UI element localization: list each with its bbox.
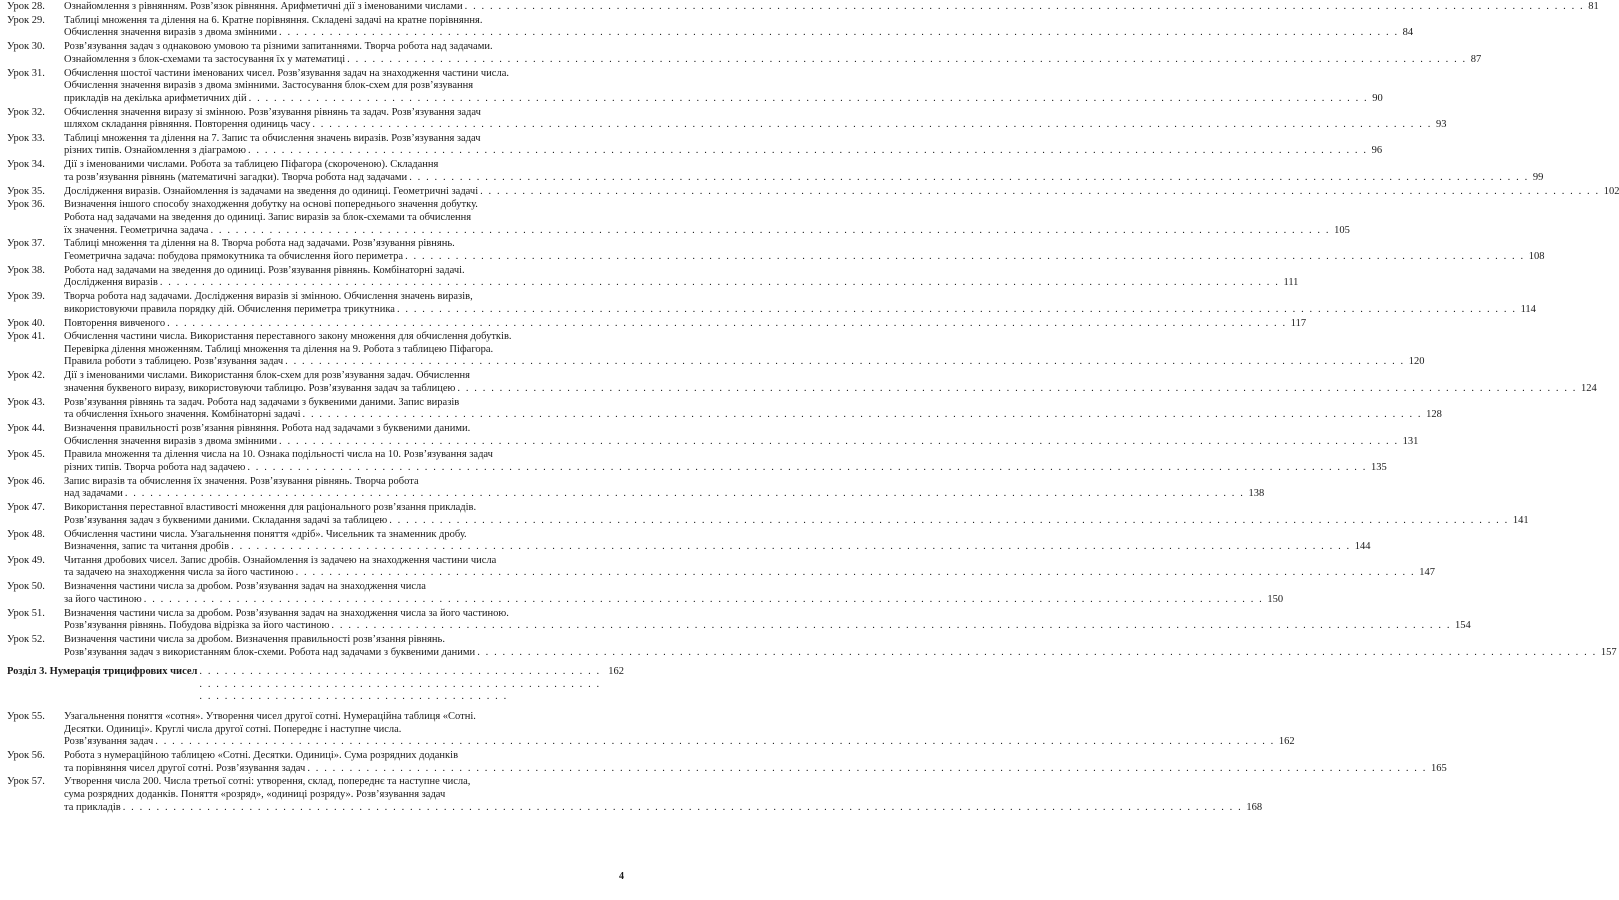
description-line: Розв’язування задач з використанням блок-схеми. Робота над задачами з буквеними даними: [64, 646, 476, 658]
lesson-description: [64, 291, 1536, 316]
lesson-description: [64, 331, 1425, 369]
page-ref: 96: [1371, 145, 1383, 157]
description-line: прикладів на декілька арифметичних дій: [64, 92, 247, 104]
dot-leader: [463, 1, 1587, 14]
toc-entry[interactable]: [7, 554, 1435, 580]
lesson-description: [64, 238, 1545, 263]
lesson-label: Урок 28.: [7, 1, 45, 12]
toc-entry[interactable]: [7, 199, 1350, 237]
page-ref: 117: [1290, 317, 1307, 329]
lesson-description: [64, 1, 1599, 14]
description-line: Розв’язування задач з однаковою умовою та різними запитаннями. Творча робота над задачами.: [64, 41, 493, 53]
description-last-line: [64, 541, 1371, 554]
lesson-label: Урок 35.: [7, 185, 45, 197]
description-line: Робота над задачами на зведення до одиниці. Запис виразів за блок-схемами та обчислення: [64, 212, 472, 223]
toc-entry[interactable]: [7, 710, 1295, 749]
dot-leader: [310, 119, 1434, 132]
lesson-label: Урок 39.: [7, 291, 45, 303]
page-ref: 147: [1419, 567, 1435, 579]
dot-leader: [277, 436, 1401, 449]
description-line: Утворення числа 200. Числа третьої сотні: утворення, склад, попереднє та наступне числа,: [64, 776, 471, 788]
page-ref: 141: [1512, 514, 1529, 526]
dot-leader: [153, 736, 1277, 749]
toc-entry[interactable]: [7, 423, 1419, 448]
description-last-line: [64, 53, 1482, 67]
description-last-line: [64, 303, 1536, 317]
lesson-description: [64, 528, 1371, 554]
dot-leader: [229, 541, 1353, 554]
lesson-label: Урок 31.: [7, 67, 45, 79]
page-ref: 114: [1520, 303, 1536, 315]
toc-entry[interactable]: [7, 396, 1442, 422]
description-last-line: [64, 1, 1599, 14]
dot-leader: [277, 27, 1401, 40]
description-line: Обчислення частини числа. Використання переставного закону множення для обчислення добутків.: [64, 331, 512, 343]
page-ref: 162: [1278, 736, 1295, 748]
toc-entry[interactable]: [7, 581, 1284, 606]
description-last-line: [64, 119, 1447, 132]
page-ref: 124: [1581, 382, 1597, 394]
lesson-label: Урок 56.: [7, 749, 45, 761]
page-ref: 157: [1600, 646, 1617, 658]
page-ref: 99: [1532, 171, 1544, 183]
dot-leader: [158, 277, 1282, 290]
description-line: Обчислення частини числа. Узагальнення поняття «дріб». Чисельник та знаменник дробу.: [64, 528, 467, 540]
lesson-description: [64, 502, 1529, 527]
toc-entry[interactable]: [7, 449, 1387, 474]
lesson-description: [64, 185, 1619, 199]
page-ref: 87: [1470, 53, 1482, 65]
lesson-label: Урок 33.: [7, 132, 45, 144]
lesson-description: [64, 264, 1299, 290]
description-line: Робота над задачами на зведення до одиниці. Розв’язування рівнянь. Комбінаторні задачі.: [64, 264, 465, 276]
lesson-label: Урок 41.: [7, 331, 45, 343]
description-last-line: [64, 356, 1425, 369]
page-ref: 138: [1248, 488, 1265, 500]
description-line: над задачами: [64, 488, 123, 500]
lesson-description: [64, 423, 1419, 448]
description-line: Визначення, запис та читання дробів: [64, 541, 230, 553]
description-last-line: [64, 92, 1383, 106]
page-ref: 131: [1402, 435, 1419, 447]
dot-leader: [123, 488, 1247, 501]
description-line: Робота з нумераційною таблицею «Сотні. Десятки. Одиниці». Сума розрядних доданків: [64, 749, 459, 761]
page-ref: 150: [1267, 593, 1284, 605]
lesson-label: Урок 43.: [7, 396, 45, 408]
description-line: Обчислення значення виразу зі змінною. Розв’язування рівнянь та задач. Розв’язування задач: [64, 106, 481, 118]
lesson-description: [64, 554, 1435, 580]
description-last-line: [64, 185, 1619, 199]
page-ref: 135: [1370, 461, 1387, 473]
toc-entry[interactable]: [7, 331, 1425, 369]
description-last-line: [64, 435, 1419, 449]
description-line: та прикладів: [64, 801, 121, 813]
toc-entry[interactable]: [7, 634, 1617, 659]
dot-leader: [387, 515, 1511, 528]
dot-leader: [407, 172, 1531, 185]
description-line: Визначення частини числа за дробом. Визначення правильності розв’язання рівнянь.: [64, 634, 445, 645]
lesson-label: Урок 45.: [7, 449, 45, 461]
description-line: Розв’язування задач: [64, 736, 154, 748]
lesson-label: Урок 36.: [7, 199, 45, 211]
dot-leader: [403, 251, 1527, 264]
lesson-description: [64, 41, 1482, 66]
description-line: Правила роботи з таблицею. Розв’язування задач: [64, 356, 284, 368]
dot-leader: [197, 666, 606, 704]
toc-entry[interactable]: [7, 502, 1529, 527]
description-last-line: [64, 736, 1295, 749]
toc-list-section-2: [7, 1, 1619, 659]
lesson-description: [64, 159, 1544, 184]
lesson-label: Урок 40.: [7, 317, 45, 329]
description-line: Узагальнення поняття «сотня». Утворення чисел другої сотні. Нумераційна таблиця «Сотні.: [64, 710, 476, 722]
toc-entry[interactable]: [7, 106, 1447, 132]
lesson-label: Урок 30.: [7, 41, 45, 53]
page-ref: 108: [1528, 250, 1545, 262]
description-line: їх значення. Геометрична задача: [64, 224, 209, 236]
toc-entry[interactable]: [7, 1, 1599, 14]
description-line: Визначення частини числа за дробом. Розв’язування задач на знаходження числа за його частиною.: [64, 607, 509, 619]
toc-entry[interactable]: [7, 291, 1536, 316]
lesson-label: Урок 34.: [7, 159, 45, 171]
lesson-label: Урок 50.: [7, 581, 45, 593]
page-ref: 144: [1354, 541, 1371, 553]
lesson-description: [64, 776, 1263, 814]
description-line: Визначення іншого способу знаходження добутку на основі попереднього значення добутку.: [64, 199, 478, 211]
toc-entry[interactable]: [7, 749, 1447, 775]
description-line: за його частиною: [64, 593, 142, 605]
description-line: Дії з іменованими числами. Робота за таблицею Піфагора (скороченою). Складання: [64, 159, 439, 171]
description-line: та порівняння чисел другої сотні. Розв’язування задач: [64, 762, 306, 774]
page-ref: 168: [1246, 801, 1263, 813]
page-ref: 128: [1426, 409, 1442, 421]
lesson-label: Урок 38.: [7, 264, 45, 276]
description-line: Визначення правильності розв’язання рівняння. Робота над задачами з буквеними даними.: [64, 423, 471, 434]
page-ref: 105: [1334, 224, 1350, 236]
description-line: різних типів. Творча робота над задачею: [64, 461, 246, 473]
page-number: 4: [619, 871, 624, 882]
page-ref: 81: [1588, 1, 1599, 12]
toc-entry[interactable]: [7, 132, 1383, 158]
toc-entry[interactable]: [7, 41, 1482, 66]
toc-section-heading[interactable]: [7, 666, 624, 704]
description-last-line: [64, 27, 1414, 40]
description-line: Ознайомлення з блок-схемами та застосування їх у математиці: [64, 53, 346, 65]
lesson-label: Урок 49.: [7, 554, 45, 566]
lesson-label: Урок 29.: [7, 14, 45, 26]
lesson-label: Урок 52.: [7, 634, 45, 645]
page-ref: 84: [1402, 27, 1414, 39]
description-line: Читання дробових чисел. Запис дробів. Ознайомлення із задачею на знаходження частини числа: [64, 554, 497, 566]
description-last-line: [64, 145, 1383, 158]
toc-entry[interactable]: [7, 528, 1371, 554]
dot-leader: [165, 318, 1289, 331]
lesson-description: [64, 14, 1414, 40]
dot-leader: [301, 409, 1425, 422]
description-line: Обчислення шостої частини іменованих чисел. Розв’язування задач на знаходження частини числа.: [64, 67, 509, 79]
description-line: Обчислення значення виразів з двома змінними: [64, 435, 278, 447]
toc-entry[interactable]: [7, 475, 1265, 501]
description-line: та розв’язування рівнянь (математичні загадки). Творча робота над задачами: [64, 171, 408, 183]
toc-entry[interactable]: [7, 607, 1471, 633]
dot-leader: [478, 186, 1602, 199]
toc-entry[interactable]: [7, 185, 1619, 199]
description-line: Розв’язування рівнянь та задач. Робота над задачами з буквеними даними. Запис виразів: [64, 396, 460, 408]
lesson-label: Урок 32.: [7, 106, 45, 118]
lesson-description: [64, 317, 1307, 331]
lesson-label: Урок 48.: [7, 528, 45, 540]
toc-entry[interactable]: [7, 67, 1383, 106]
description-line: значення буквеного виразу, використовуючи таблицю. Розв’язування задач за таблицею: [64, 382, 456, 394]
description-line: використовуючи правила порядку дій. Обчислення периметра трикутника: [64, 303, 395, 315]
lesson-label: Урок 47.: [7, 502, 45, 514]
description-line: Розв’язування рівнянь. Побудова відрізка за його частиною: [64, 620, 330, 632]
description-line: Дослідження виразів. Ознайомлення із задачами на зведення до одиниці. Геометричні задачі: [64, 185, 479, 197]
page-ref: 154: [1455, 620, 1471, 632]
lesson-description: [64, 581, 1284, 606]
description-line: Дії з іменованими числами. Використання блок-схем для розв’язування задач. Обчислення: [64, 370, 471, 382]
dot-leader: [455, 383, 1579, 396]
description-line: Перевірка ділення множенням. Таблиці множення та ділення на 9. Робота з таблицею Піфагора.: [64, 343, 494, 355]
description-last-line: [64, 762, 1447, 776]
description-line: Геометрична задача: побудова прямокутника та обчислення його периметра: [64, 250, 404, 262]
toc-entry[interactable]: [7, 776, 1263, 814]
lesson-description: [64, 710, 1295, 749]
description-line: Десятки. Одиниці». Круглі числа другої сотні. Попереднє і наступне числа.: [64, 723, 402, 735]
page-ref: 102: [1603, 185, 1619, 197]
description-line: Обчислення значення виразів з двома змінними. Застосування блок-схем для розв’язування: [64, 80, 474, 92]
description-line: та обчислення їхнього значення. Комбінаторні задачі: [64, 409, 301, 421]
description-last-line: [64, 514, 1529, 528]
dot-leader: [305, 763, 1429, 776]
lesson-label: Урок 44.: [7, 423, 45, 434]
lesson-label: Урок 46.: [7, 475, 45, 487]
toc-entry[interactable]: [7, 238, 1545, 263]
description-last-line: [64, 801, 1263, 815]
dot-leader: [475, 647, 1599, 660]
toc-entry[interactable]: [7, 264, 1299, 290]
lesson-description: [64, 67, 1383, 106]
toc-entry[interactable]: [7, 159, 1544, 184]
description-line: Таблиці множення та ділення на 6. Кратне порівняння. Складені задачі на кратне порівняння.: [64, 14, 483, 26]
description-line: різних типів. Ознайомлення з діаграмою: [64, 145, 246, 157]
lesson-description: [64, 475, 1265, 501]
lesson-description: [64, 396, 1442, 422]
description-last-line: [64, 461, 1387, 475]
description-last-line: [64, 409, 1442, 422]
lesson-label: Урок 57.: [7, 776, 45, 788]
section-page: 162: [608, 666, 624, 678]
description-last-line: [64, 593, 1284, 607]
description-last-line: [64, 224, 1350, 238]
lesson-description: [64, 749, 1447, 775]
dot-leader: [208, 225, 1332, 238]
description-line: Таблиці множення та ділення на 8. Творча робота над задачами. Розв’язування рівнянь.: [64, 238, 455, 250]
description-line: шляхом складання рівняння. Повторення одиниць часу: [64, 119, 311, 131]
lesson-label: Урок 55.: [7, 710, 45, 722]
lesson-description: [64, 634, 1617, 659]
lesson-description: [64, 132, 1383, 158]
page-ref: 90: [1372, 92, 1383, 104]
description-last-line: [64, 317, 1307, 331]
description-last-line: [64, 646, 1617, 660]
lesson-description: [64, 370, 1597, 395]
description-line: Повторення вивченого: [64, 317, 166, 329]
description-line: сума розрядних доданків. Поняття «розряд», «одиниці розряду». Розв’язування задач: [64, 788, 446, 800]
dot-leader: [121, 802, 1245, 815]
lesson-description: [64, 199, 1350, 237]
description-line: Творча робота над задачами. Дослідження виразів зі змінною. Обчислення значень виразів,: [64, 291, 473, 303]
page-ref: 111: [1283, 277, 1299, 289]
lesson-label: Урок 42.: [7, 370, 45, 382]
toc-entry[interactable]: [7, 14, 1414, 40]
toc-entry[interactable]: [7, 317, 1307, 331]
dot-leader: [294, 567, 1418, 580]
page-ref: 93: [1435, 119, 1447, 131]
description-last-line: [64, 171, 1544, 185]
section-title: Розділ 3. Нумерація трицифрових чисел: [7, 666, 198, 678]
description-line: Розв’язування задач з буквеними даними. Складання задачі за таблицею: [64, 514, 388, 526]
description-line: Таблиці множення та ділення на 7. Запис та обчислення значень виразів. Розв’язування задач: [64, 132, 481, 144]
lesson-description: [64, 106, 1447, 132]
description-last-line: [64, 488, 1265, 501]
dot-leader: [395, 304, 1519, 317]
description-last-line: [64, 567, 1435, 580]
lesson-label: Урок 51.: [7, 607, 45, 619]
description-line: Обчислення значення виразів з двома змінними: [64, 27, 278, 39]
dot-leader: [247, 93, 1371, 106]
dot-leader: [345, 54, 1469, 67]
description-line: Ознайомлення з рівнянням. Розв’язок рівняння. Арифметичні дії з іменованими числами: [64, 1, 463, 12]
description-line: Правила множення та ділення числа на 10. Ознака подільності числа на 10. Розв’язування задач: [64, 449, 493, 461]
dot-leader: [329, 620, 1453, 633]
page-ref: 165: [1430, 762, 1447, 774]
description-last-line: [64, 620, 1471, 633]
description-line: Визначення частини числа за дробом. Розв’язування задач на знаходження числа: [64, 581, 426, 593]
description-last-line: [64, 382, 1597, 396]
lesson-description: [64, 449, 1387, 474]
page-ref: 120: [1408, 356, 1425, 368]
dot-leader: [283, 356, 1407, 369]
lesson-label: Урок 37.: [7, 238, 45, 250]
description-line: Запис виразів та обчислення їх значення. Розв’язування рівнянь. Творча робота: [64, 475, 419, 487]
table-of-contents: [7, 1, 1619, 815]
toc-list-section-3: [7, 710, 1447, 814]
lesson-description: [64, 607, 1471, 633]
description-last-line: [64, 277, 1299, 290]
toc-entry[interactable]: [7, 370, 1597, 395]
description-line: та задачею на знаходження числа за його частиною: [64, 567, 294, 579]
dot-leader: [246, 145, 1370, 158]
description-last-line: [64, 250, 1545, 264]
description-line: Дослідження виразів: [64, 277, 158, 289]
dot-leader: [142, 594, 1266, 607]
dot-leader: [245, 462, 1369, 475]
description-line: Використання переставної властивості множення для раціонального розв’язання прикладів.: [64, 502, 477, 514]
